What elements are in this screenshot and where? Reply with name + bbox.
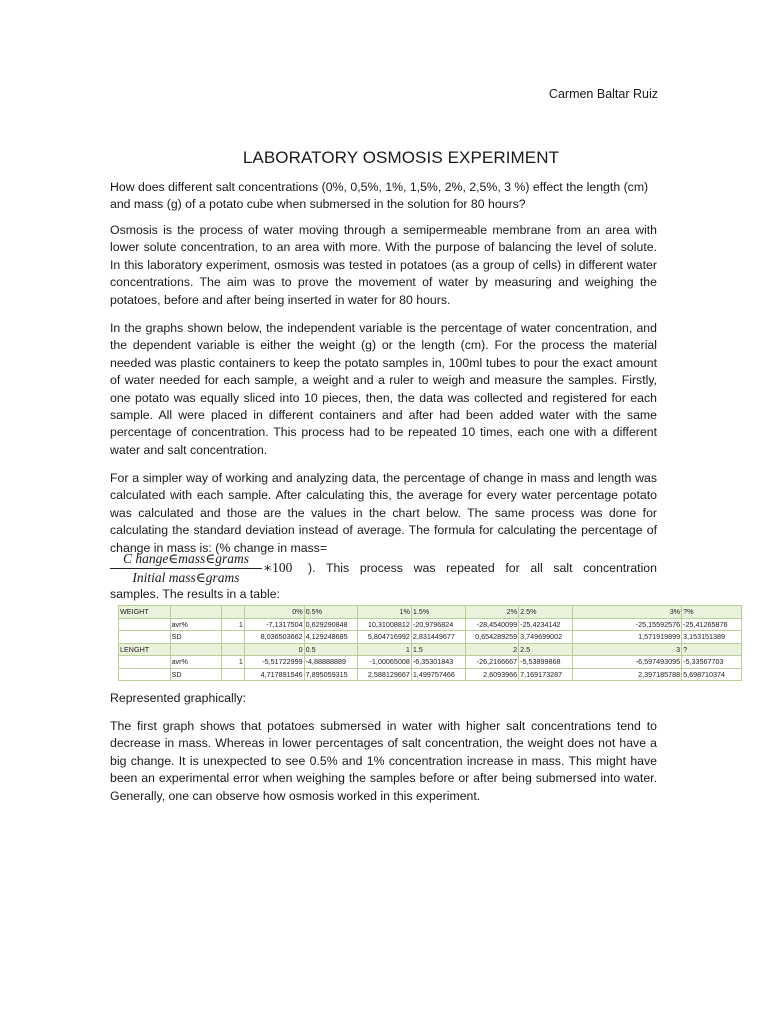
table-cell: SD bbox=[170, 631, 222, 644]
table-cell: 3,153151389 bbox=[682, 631, 742, 644]
table-cell: -26,2166667 bbox=[465, 656, 519, 669]
table-cell: 0,629290848 bbox=[304, 618, 358, 631]
table-cell: -6,597493095 bbox=[572, 656, 681, 669]
table-cell bbox=[170, 606, 222, 619]
paragraph-osmosis-definition bbox=[110, 222, 657, 309]
table-cell bbox=[170, 643, 222, 656]
table-cell: 0% bbox=[244, 606, 304, 619]
table-row bbox=[119, 606, 742, 619]
table-cell: 3,749699002 bbox=[519, 631, 573, 644]
paragraph-calculation bbox=[110, 470, 657, 557]
table-cell: 2,6093966 bbox=[465, 668, 519, 681]
research-question-text: How does different salt concentrations (0%, 0,5%, 1%, 1,5%, 2%, 2,5%, 3 %) effect the length (cm) and mass (g) of a potato cube when submersed in the solution for 80 hours? bbox=[110, 180, 649, 212]
formula-denominator: Initial mass∈grams bbox=[132, 570, 240, 585]
represented-graphically-label: Represented graphically: bbox=[110, 691, 247, 705]
table-cell: -6,35301843 bbox=[411, 656, 465, 669]
formula-fraction bbox=[110, 550, 262, 587]
paragraph-4-text: The first graph shows that potatoes submersed in water with higher salt concentrations tend to decrease in mass. Whereas in lower percentages of salt concentration, the weight does not have a big change. It is unexpected to see 0.5% and 1% concentration increase in mass. This might have been an experimental error when weighing the samples before or after being submersed into water. Generally, one can observe how osmosis worked in this experiment. bbox=[110, 719, 657, 803]
table-cell: 8,036503662 bbox=[244, 631, 304, 644]
table-cell: -4,88888889 bbox=[304, 656, 358, 669]
table-cell bbox=[222, 668, 245, 681]
table-cell bbox=[119, 656, 171, 669]
table-cell: 2.5 bbox=[519, 643, 573, 656]
table-cell: 3% bbox=[572, 606, 681, 619]
table-cell: 10,31008812 bbox=[358, 618, 412, 631]
table-cell bbox=[222, 606, 245, 619]
table-cell: -28,4540099 bbox=[465, 618, 519, 631]
author-name: Carmen Baltar Ruiz bbox=[548, 87, 658, 101]
table-cell: 2,588129667 bbox=[358, 668, 412, 681]
table-row bbox=[119, 618, 742, 631]
table-cell: 0.5 bbox=[304, 643, 358, 656]
table-cell: 2,831449677 bbox=[411, 631, 465, 644]
table-cell: avr% bbox=[170, 618, 222, 631]
paragraph-2-text: In the graphs shown below, the independent variable is the percentage of water concentration, and the dependent variable is either the weight (g) or the length (cm). For the process the material needed was plastic containers to keep the potato samples in, 100ml tubes to pour the exact amount of water needed for each sample, a weight and a ruler to weigh and measure the samples. Firstly, one potato was equally sliced into 10 pieces, then, the data was collected and registered for each sample. All were placed in different containers and after had been added water with the same percentage of concentration. This process had to be repeated 10 times, each one with a different water and salt concentration. bbox=[110, 321, 657, 457]
table-cell: 7,169173287 bbox=[519, 668, 573, 681]
table-cell: -25,4234142 bbox=[519, 618, 573, 631]
table-cell bbox=[119, 668, 171, 681]
table-cell: 1 bbox=[222, 618, 245, 631]
table-cell bbox=[222, 631, 245, 644]
table-cell: 7,895059315 bbox=[304, 668, 358, 681]
table-cell bbox=[119, 631, 171, 644]
paragraph-method bbox=[110, 320, 657, 459]
table-cell: -7,1317504 bbox=[244, 618, 304, 631]
table-cell: LENGHT bbox=[119, 643, 171, 656]
table-cell: -5,53899868 bbox=[519, 656, 573, 669]
table-cell: avr% bbox=[170, 656, 222, 669]
table-cell: 1.5 bbox=[411, 643, 465, 656]
table-row bbox=[119, 643, 742, 656]
table-row bbox=[119, 631, 742, 644]
paragraph-conclusion bbox=[110, 718, 657, 805]
table-cell: -5,51722999 bbox=[244, 656, 304, 669]
table-cell: 5,698710374 bbox=[682, 668, 742, 681]
table-cell: ?% bbox=[682, 606, 742, 619]
table-cell: -5,33567703 bbox=[682, 656, 742, 669]
table-cell: 2,397185788 bbox=[572, 668, 681, 681]
table-cell: WEIGHT bbox=[119, 606, 171, 619]
formula-multiplier: ∗100 bbox=[263, 560, 293, 575]
table-cell: 1% bbox=[358, 606, 412, 619]
table-cell: 5,804716992 bbox=[358, 631, 412, 644]
table-cell: 0.5% bbox=[304, 606, 358, 619]
formula-tail-text: ). This process was repeated for all salt concentration bbox=[308, 561, 657, 575]
table-cell: 2 bbox=[465, 643, 519, 656]
formula-numerator: C hange∈mass∈grams bbox=[110, 550, 262, 569]
research-question bbox=[110, 179, 657, 214]
table-intro-text: samples. The results in a table: bbox=[110, 587, 280, 601]
results-table bbox=[118, 605, 742, 681]
table-cell: 1 bbox=[358, 643, 412, 656]
table-cell: 1.5% bbox=[411, 606, 465, 619]
table-cell bbox=[119, 618, 171, 631]
table-cell: 0,654289259 bbox=[465, 631, 519, 644]
formula-line bbox=[110, 550, 657, 590]
document-title: LABORATORY OSMOSIS EXPERIMENT bbox=[242, 148, 560, 167]
table-row bbox=[119, 656, 742, 669]
table-cell: SD bbox=[170, 668, 222, 681]
table-cell: -25,15592576 bbox=[572, 618, 681, 631]
table-cell: 1 bbox=[222, 656, 245, 669]
table-cell: -1,00065008 bbox=[358, 656, 412, 669]
table-cell: 2.5% bbox=[519, 606, 573, 619]
table-cell: 4,129248685 bbox=[304, 631, 358, 644]
table-row bbox=[119, 668, 742, 681]
table-cell: 4,717891546 bbox=[244, 668, 304, 681]
table-cell: 1,571919899 bbox=[572, 631, 681, 644]
table-cell: 1,499757466 bbox=[411, 668, 465, 681]
table-cell: 0 bbox=[244, 643, 304, 656]
table-cell: 2% bbox=[465, 606, 519, 619]
table-cell bbox=[222, 643, 245, 656]
paragraph-3-text: For a simpler way of working and analyzing data, the percentage of change in mass and length was calculated with each sample. After calculating this, the average for every water percentage potato was calculated and those are the values in the chart below. The same process was done for calculating the standard deviation instead of average. The formula for calculating the percentage of change in mass is: (% change in mass= bbox=[110, 471, 657, 555]
paragraph-1-text: Osmosis is the process of water moving through a semipermeable membrane from an area with lower solute concentration, to an area with more. With the purpose of balancing the level of solute. In this laboratory experiment, osmosis was tested in potatoes (as a group of cells) in different water concentrations. The aim was to prove the movement of water by measuring and weighing the potatoes, before and after being inserted in water for 80 hours. bbox=[110, 223, 657, 307]
table-cell: ? bbox=[682, 643, 742, 656]
table-cell: -25,41265876 bbox=[682, 618, 742, 631]
table-cell: -20,9796824 bbox=[411, 618, 465, 631]
table-cell: 3 bbox=[572, 643, 681, 656]
